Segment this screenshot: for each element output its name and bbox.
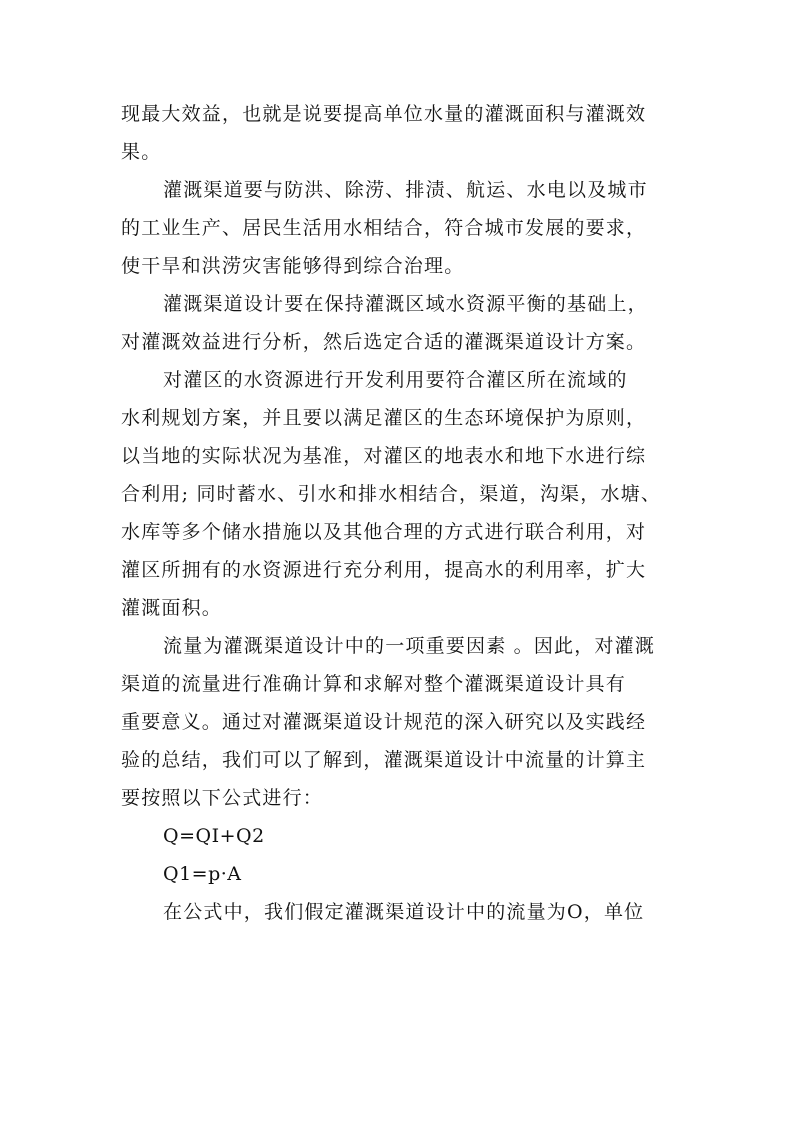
text-line: 流量为灌溉渠道设计中的一项重要因素 。因此，对灌溉 [163,635,656,657]
text-line: 对灌溉效益进行分析，然后选定合适的灌溉渠道设计方案。 [121,331,647,353]
document-body [121,95,681,931]
formula-line: Q1=p·A [163,863,242,885]
text-line: 合利用; 同时蓄水、引水和排水相结合，渠道，沟渠，水塘、 [121,483,662,505]
text-line: 使干旱和洪涝灾害能够得到综合治理。 [121,255,465,277]
text-line: 在公式中，我们假定灌溉渠道设计中的流量为O，单位 [163,901,645,923]
text-line: 果。 [121,141,162,163]
text-line: 水库等多个储水措施以及其他合理的方式进行联合利用，对 [121,521,647,543]
text-line: 重要意义。通过对灌溉渠道设计规范的深入研究以及实践经 [121,711,647,733]
text-line: 现最大效益，也就是说要提高单位水量的灌溉面积与灌溉效 [121,103,647,125]
text-line: 以当地的实际状况为基准，对灌区的地表水和地下水进行综 [121,445,647,467]
text-line: 灌溉渠道要与防洪、除涝、排渍、航运、水电以及城市 [163,179,648,201]
text-line: 灌区所拥有的水资源进行充分利用，提高水的利用率，扩大 [121,559,647,581]
text-line: 要按照以下公式进行： [121,787,324,809]
text-line: 灌溉面积。 [121,597,223,619]
text-line: 验的总结，我们可以了解到，灌溉渠道设计中流量的计算主 [121,749,647,771]
text-line: 对灌区的水资源进行开发利用要符合灌区所在流域的 [163,369,628,391]
text-line: 水利规划方案，并且要以满足灌区的生态环境保护为原则， [121,407,647,429]
text-line: 渠道的流量进行准确计算和求解对整个灌溉渠道设计具有 [121,673,627,695]
text-line: 灌溉渠道设计要在保持灌溉区域水资源平衡的基础上， [163,293,648,315]
text-line: 的工业生产、居民生活用水相结合，符合城市发展的要求， [121,217,647,239]
formula-line: Q=QI+Q2 [163,825,265,847]
